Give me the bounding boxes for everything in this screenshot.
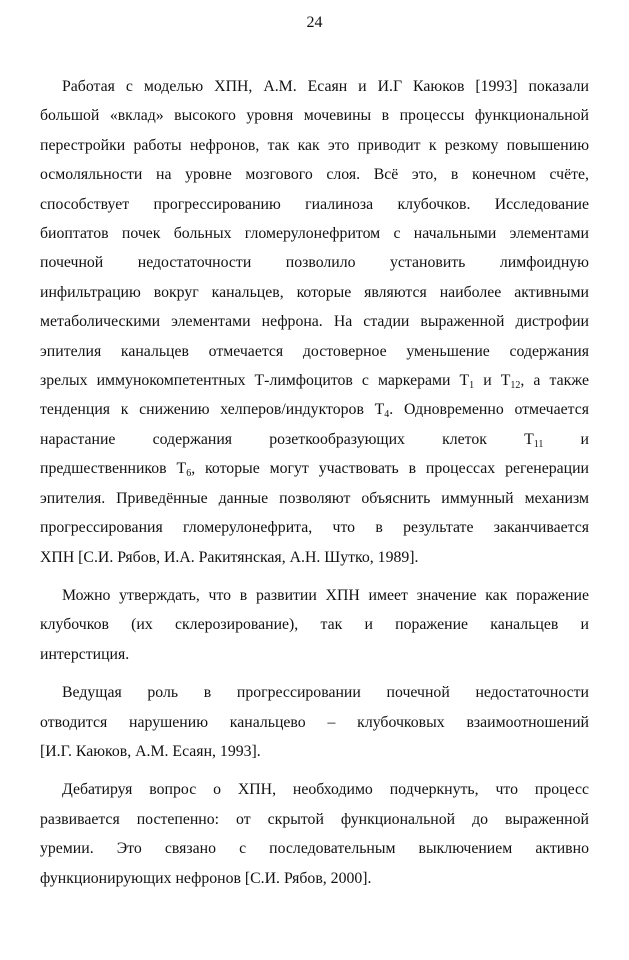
- text-segment: , а также: [520, 372, 589, 390]
- subscript: 12: [510, 380, 521, 392]
- text-line: перестройки работы нефронов, так как это приводит к резкому повышению: [40, 136, 589, 154]
- text-line: прогрессирования гломерулонефрита, что в результате заканчивается: [40, 519, 589, 537]
- text-line: метаболическими элементами нефрона. На стадии выраженной дистрофии: [40, 313, 589, 331]
- text-line: интерстиция.: [40, 645, 130, 663]
- document-body: [40, 72, 589, 902]
- page-number: 24: [306, 14, 323, 31]
- text-line: эпителия канальцев отмечается достоверное уменьшение содержания: [40, 342, 589, 360]
- paragraph: [40, 678, 589, 766]
- subscript: 4: [384, 409, 390, 421]
- text-line: функционирующих нефронов [С.И. Рябов, 2000].: [40, 869, 372, 887]
- text-line: Можно утверждать, что в развитии ХПН имеет значение как поражение: [62, 586, 589, 604]
- text-segment: . Одновременно отмечается: [389, 401, 589, 419]
- subscript: 6: [186, 468, 192, 480]
- text-line: развивается постепенно: от скрытой функциональной до выраженной: [40, 810, 589, 828]
- subscript: 1: [469, 380, 475, 392]
- text-line: биоптатов почек больных гломерулонефритом с начальными элементами: [40, 225, 589, 243]
- text-line: осмоляльности на уровне мозгового слоя. Всё это, в конечном счёте,: [40, 166, 589, 184]
- text-segment: , которые могут участвовать в процессах регенерации: [191, 460, 589, 478]
- paragraph: [40, 581, 589, 669]
- text-line: Работая с моделью ХПН, А.М. Есаян и И.Г Каюков [1993] показали: [62, 78, 589, 95]
- text-line: Ведущая роль в прогрессировании почечной недостаточности: [62, 684, 589, 702]
- text-line: большой «вклад» высокого уровня мочевины в процессы функциональной: [40, 107, 589, 125]
- text-segment: тенденция к снижению хелперов/индукторов Т: [40, 401, 385, 419]
- text-line: [40, 395, 589, 424]
- subscript: 11: [533, 438, 544, 450]
- text-line: отводится нарушению канальцево – клубочковых взаимоотношений: [40, 713, 589, 731]
- text-line: уремии. Это связано с последовательным выключением активно: [40, 840, 589, 858]
- paragraph: [40, 72, 589, 572]
- text-segment: предшественников Т: [40, 460, 187, 478]
- text-line: [И.Г. Каюков, А.М. Есаян, 1993].: [40, 742, 261, 760]
- text-line: способствует прогрессированию гиалиноза клубочков. Исследование: [40, 195, 589, 213]
- text-line: почечной недостаточности позволило установить лимфоидную: [40, 254, 589, 272]
- text-line: [40, 366, 589, 395]
- paragraph: [40, 775, 589, 893]
- text-segment: и Т: [474, 372, 511, 390]
- text-segment: и: [543, 430, 589, 448]
- text-segment: зрелых иммунокомпетентных Т-лимфоцитов с маркерами Т: [40, 372, 470, 390]
- text-line: инфильтрацию вокруг канальцев, которые являются наиболее активными: [40, 283, 589, 301]
- text-line: [40, 425, 589, 454]
- text-line: клубочков (их склерозирование), так и поражение канальцев и: [40, 616, 589, 634]
- text-line: Дебатируя вопрос о ХПН, необходимо подчеркнуть, что процесс: [62, 781, 589, 799]
- text-line: эпителия. Приведённые данные позволяют объяснить иммунный механизм: [40, 489, 589, 507]
- text-line: ХПН [С.И. Рябов, И.А. Ракитянская, А.Н. Шутко, 1989].: [40, 548, 419, 566]
- text-line: [40, 454, 589, 483]
- text-segment: нарастание содержания розеткообразующих клеток Т: [40, 430, 534, 448]
